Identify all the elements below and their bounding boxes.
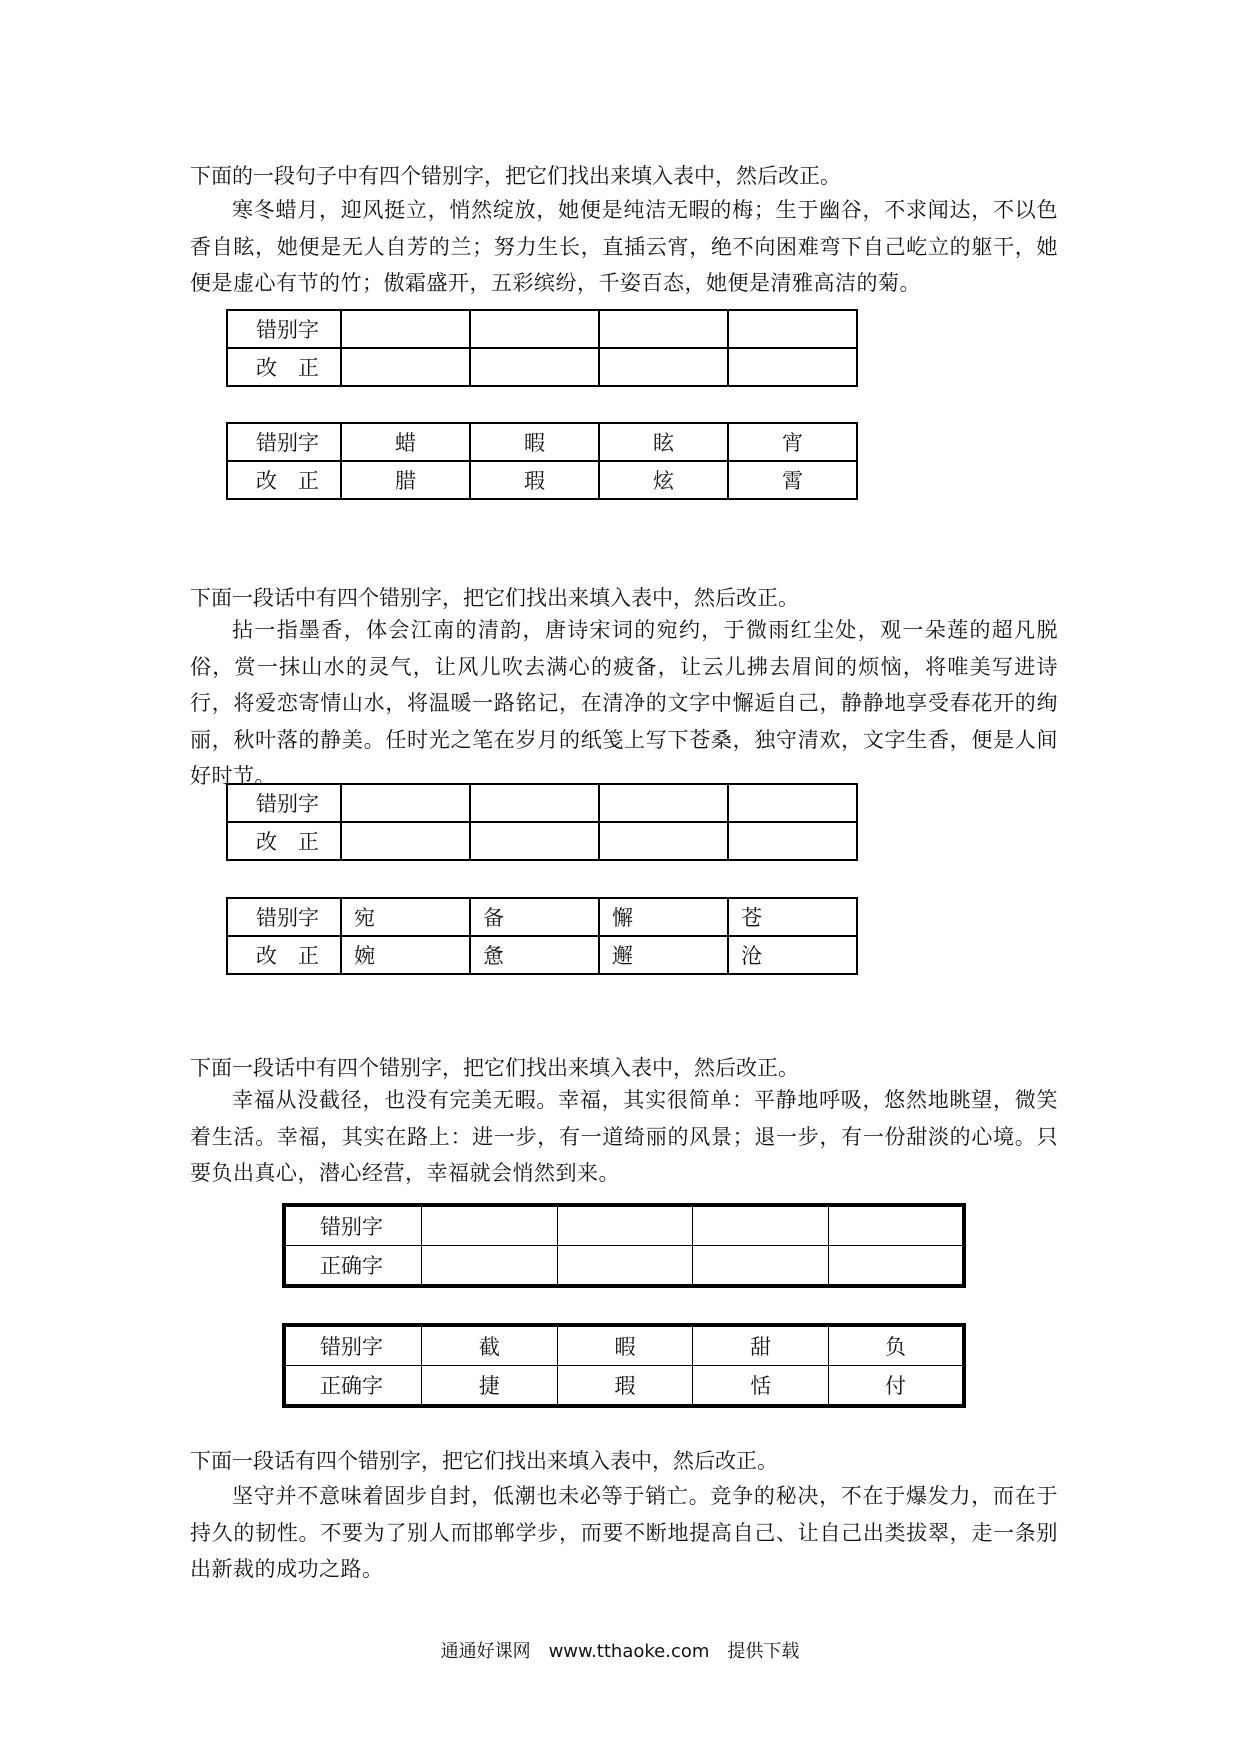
blank-cell[interactable]: [341, 348, 470, 386]
blank-cell[interactable]: [599, 310, 728, 348]
section-3-blank-table: [282, 1203, 966, 1288]
blank-cell[interactable]: [557, 1246, 693, 1287]
table-row-label: 正确字: [284, 1246, 422, 1287]
correct-char-cell: 邂: [599, 936, 728, 974]
blank-cell[interactable]: [693, 1246, 829, 1287]
correct-char-cell: 瑕: [470, 461, 599, 499]
section-2-passage: 拈一指墨香，体会江南的清韵，唐诗宋词的宛约，于微雨红尘处，观一朵莲的超凡脱俗，赏一抹山水的灵气，让风儿吹去满心的疲备，让云儿拂去眉间的烦恼，将唯美写进诗行，将爱恋寄情山水，将温暖一路铭记，在清净的文字中懈逅自己，静静地享受春花开的绚丽，秋叶落的静美。任时光之笔在岁月的纸笺上写下苍桑，独守清欢，文字生香，便是人间好时节。: [190, 618, 1058, 788]
section-1-prompt: 下面的一段句子中有四个错别字，把它们找出来填入表中，然后改正。: [190, 164, 841, 188]
blank-cell[interactable]: [422, 1205, 558, 1246]
blank-cell[interactable]: [728, 310, 857, 348]
wrong-char-cell: 苍: [728, 898, 857, 936]
section-2-prompt: 下面一段话中有四个错别字，把它们找出来填入表中，然后改正。: [190, 586, 799, 610]
section-1-blank-table: [226, 309, 858, 387]
correct-char-cell: 炫: [599, 461, 728, 499]
wrong-char-cell: 截: [422, 1325, 558, 1366]
table-row-label: 正确字: [284, 1366, 422, 1407]
blank-cell[interactable]: [828, 1205, 964, 1246]
section-2-answer-table: [226, 897, 858, 975]
blank-cell[interactable]: [693, 1205, 829, 1246]
table-row-label: 错别字: [227, 310, 341, 348]
section-2-blank-table: [226, 783, 858, 861]
correct-char-cell: 付: [828, 1366, 964, 1407]
blank-cell[interactable]: [599, 348, 728, 386]
correct-char-cell: 腊: [341, 461, 470, 499]
blank-cell[interactable]: [728, 348, 857, 386]
section-1-passage: 寒冬蜡月，迎风挺立，悄然绽放，她便是纯洁无暇的梅；生于幽谷，不求闻达，不以色香自眩，她便是无人自芳的兰；努力生长，直插云宵，绝不向困难弯下自己屹立的躯干，她便是虚心有节的竹；傲霜盛开，五彩缤纷，千姿百态，她便是清雅高洁的菊。: [190, 198, 1058, 295]
table-row-label: 错别字: [284, 1325, 422, 1366]
correct-char-cell: 沧: [728, 936, 857, 974]
section-3-prompt: 下面一段话中有四个错别字，把它们找出来填入表中，然后改正。: [190, 1056, 799, 1080]
wrong-char-cell: 蜡: [341, 423, 470, 461]
correct-char-cell: 霄: [728, 461, 857, 499]
blank-cell[interactable]: [422, 1246, 558, 1287]
blank-cell[interactable]: [557, 1205, 693, 1246]
blank-cell[interactable]: [728, 822, 857, 860]
blank-cell[interactable]: [599, 784, 728, 822]
wrong-char-cell: 负: [828, 1325, 964, 1366]
blank-cell[interactable]: [470, 822, 599, 860]
blank-cell[interactable]: [599, 822, 728, 860]
correct-char-cell: 捷: [422, 1366, 558, 1407]
correct-char-cell: 惫: [470, 936, 599, 974]
blank-cell[interactable]: [341, 784, 470, 822]
section-4-passage: 坚守并不意味着固步自封，低潮也未必等于销亡。竞争的秘决，不在于爆发力，而在于持久的韧性。不要为了别人而邯郸学步，而要不断地提高自己、让自己出类拔翠，走一条别出新裁的成功之路。: [190, 1484, 1058, 1581]
blank-cell[interactable]: [470, 348, 599, 386]
page-footer: 通通好课网 www.tthaoke.com 提供下载: [440, 1641, 800, 1662]
section-4-prompt: 下面一段话有四个错别字，把它们找出来填入表中，然后改正。: [190, 1449, 778, 1473]
blank-cell[interactable]: [470, 784, 599, 822]
wrong-char-cell: 暇: [557, 1325, 693, 1366]
blank-cell[interactable]: [470, 310, 599, 348]
correct-char-cell: 恬: [693, 1366, 829, 1407]
wrong-char-cell: 暇: [470, 423, 599, 461]
blank-cell[interactable]: [341, 310, 470, 348]
section-3-passage: 幸福从没截径，也没有完美无暇。幸福，其实很简单：平静地呼吸，悠然地眺望，微笑着生活。幸福，其实在路上：进一步，有一道绮丽的风景；退一步，有一份甜淡的心境。只要负出真心，潜心经营，幸福就会悄然到来。: [190, 1088, 1058, 1185]
table-row-label: 错别字: [284, 1205, 422, 1246]
wrong-char-cell: 懈: [599, 898, 728, 936]
wrong-char-cell: 宵: [728, 423, 857, 461]
table-row-label: 改 正: [227, 822, 341, 860]
wrong-char-cell: 眩: [599, 423, 728, 461]
blank-cell[interactable]: [341, 822, 470, 860]
wrong-char-cell: 甜: [693, 1325, 829, 1366]
wrong-char-cell: 宛: [341, 898, 470, 936]
blank-cell[interactable]: [728, 784, 857, 822]
table-row-label: 错别字: [227, 898, 341, 936]
table-row-label: 改 正: [227, 461, 341, 499]
table-row-label: 错别字: [227, 784, 341, 822]
section-3-answer-table: [282, 1323, 966, 1408]
section-1-answer-table: [226, 422, 858, 500]
blank-cell[interactable]: [828, 1246, 964, 1287]
correct-char-cell: 婉: [341, 936, 470, 974]
correct-char-cell: 瑕: [557, 1366, 693, 1407]
table-row-label: 错别字: [227, 423, 341, 461]
table-row-label: 改 正: [227, 348, 341, 386]
table-row-label: 改 正: [227, 936, 341, 974]
wrong-char-cell: 备: [470, 898, 599, 936]
